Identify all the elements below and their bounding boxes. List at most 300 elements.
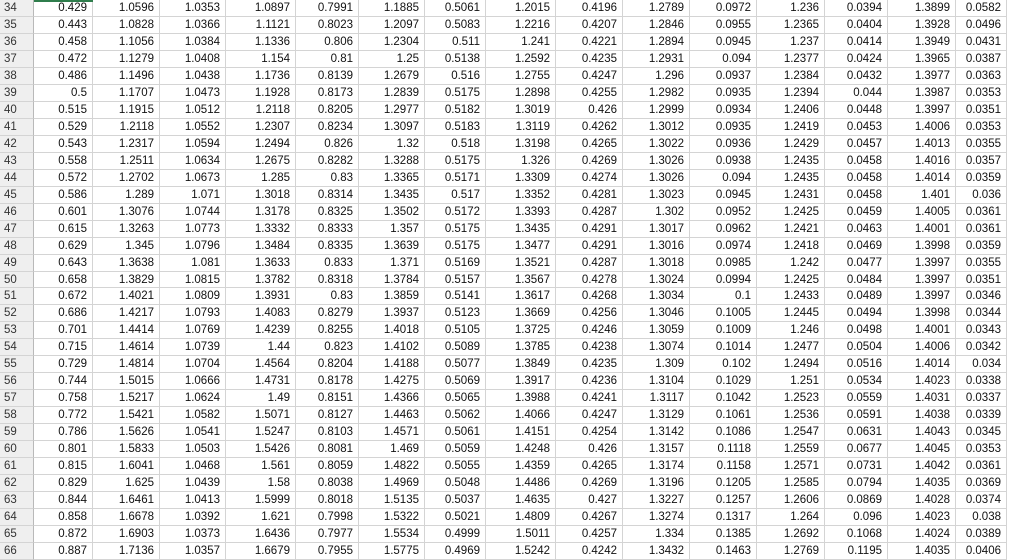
- table-cell[interactable]: 0.887: [34, 543, 93, 560]
- table-cell[interactable]: 1.6041: [93, 458, 160, 475]
- table-cell[interactable]: 0.0458: [825, 170, 888, 187]
- table-cell[interactable]: 1.3117: [623, 390, 690, 407]
- table-cell[interactable]: 0.826: [296, 136, 359, 153]
- table-cell[interactable]: 0.4281: [556, 187, 623, 204]
- table-cell[interactable]: 1.561: [226, 458, 296, 475]
- table-cell[interactable]: 0.7998: [296, 509, 359, 526]
- table-cell[interactable]: 0.518: [425, 136, 486, 153]
- table-cell[interactable]: 0.572: [34, 170, 93, 187]
- table-cell[interactable]: 1.4031: [888, 390, 956, 407]
- table-cell[interactable]: 0.4246: [556, 322, 623, 339]
- table-cell[interactable]: 1.4731: [226, 373, 296, 390]
- table-cell[interactable]: 1.6903: [93, 526, 160, 543]
- table-cell[interactable]: 0.0985: [690, 255, 757, 272]
- table-cell[interactable]: 1.4035: [888, 475, 956, 492]
- table-cell[interactable]: 1.246: [757, 322, 825, 339]
- table-cell[interactable]: 0.426: [556, 441, 623, 458]
- table-cell[interactable]: 0.5061: [425, 0, 486, 17]
- table-cell[interactable]: 1.2425: [757, 272, 825, 289]
- table-cell[interactable]: 0.8204: [296, 356, 359, 373]
- table-cell[interactable]: 0.1068: [825, 526, 888, 543]
- table-cell[interactable]: 1.4239: [226, 322, 296, 339]
- table-cell[interactable]: 1.58: [226, 475, 296, 492]
- table-cell[interactable]: 0.4236: [556, 373, 623, 390]
- table-cell[interactable]: 1.3059: [623, 322, 690, 339]
- table-cell[interactable]: 1.2755: [486, 68, 556, 85]
- table-cell[interactable]: 1.3076: [93, 204, 160, 221]
- table-cell[interactable]: 0.1158: [690, 458, 757, 475]
- table-cell[interactable]: 1.4275: [359, 373, 425, 390]
- table-cell[interactable]: 1.357: [359, 221, 425, 238]
- table-cell[interactable]: 0.558: [34, 153, 93, 170]
- table-cell[interactable]: 1.3502: [359, 204, 425, 221]
- table-cell[interactable]: 0.0582: [956, 0, 1007, 17]
- row-header[interactable]: 64: [0, 509, 34, 526]
- table-cell[interactable]: 1.5999: [226, 492, 296, 509]
- table-cell[interactable]: 0.806: [296, 34, 359, 51]
- table-cell[interactable]: 1.621: [226, 509, 296, 526]
- table-cell[interactable]: 1.1915: [93, 102, 160, 119]
- table-cell[interactable]: 0.0344: [956, 305, 1007, 322]
- table-cell[interactable]: 1.0503: [160, 441, 226, 458]
- table-cell[interactable]: 0.472: [34, 51, 93, 68]
- table-cell[interactable]: 0.0361: [956, 221, 1007, 238]
- table-cell[interactable]: 0.0357: [956, 153, 1007, 170]
- table-cell[interactable]: 0.0337: [956, 390, 1007, 407]
- table-cell[interactable]: 0.0363: [956, 68, 1007, 85]
- table-cell[interactable]: 1.5247: [226, 424, 296, 441]
- table-cell[interactable]: 1.326: [486, 153, 556, 170]
- table-cell[interactable]: 0.0469: [825, 238, 888, 255]
- table-cell[interactable]: 0.038: [956, 509, 1007, 526]
- row-header[interactable]: 44: [0, 170, 34, 187]
- table-cell[interactable]: 1.3046: [623, 305, 690, 322]
- table-cell[interactable]: 1.2433: [757, 288, 825, 305]
- table-cell[interactable]: 1.4005: [888, 204, 956, 221]
- table-cell[interactable]: 1.3022: [623, 136, 690, 153]
- table-cell[interactable]: 1.3104: [623, 373, 690, 390]
- table-cell[interactable]: 0.0945: [690, 34, 757, 51]
- table-cell[interactable]: 0.5061: [425, 424, 486, 441]
- row-header[interactable]: 66: [0, 543, 34, 560]
- table-cell[interactable]: 0.1118: [690, 441, 757, 458]
- table-cell[interactable]: 1.4001: [888, 322, 956, 339]
- table-cell[interactable]: 1.0594: [160, 136, 226, 153]
- table-cell[interactable]: 1.2419: [757, 119, 825, 136]
- table-cell[interactable]: 0.4235: [556, 356, 623, 373]
- table-cell[interactable]: 1.2425: [757, 204, 825, 221]
- table-cell[interactable]: 1.2547: [757, 424, 825, 441]
- table-cell[interactable]: 0.5105: [425, 322, 486, 339]
- table-cell[interactable]: 0.4247: [556, 407, 623, 424]
- table-cell[interactable]: 1.0744: [160, 204, 226, 221]
- table-cell[interactable]: 0.0559: [825, 390, 888, 407]
- table-cell[interactable]: 1.49: [226, 390, 296, 407]
- table-cell[interactable]: 1.4571: [359, 424, 425, 441]
- table-cell[interactable]: 1.3617: [486, 288, 556, 305]
- table-cell[interactable]: 0.543: [34, 136, 93, 153]
- table-cell[interactable]: 0.426: [556, 102, 623, 119]
- table-cell[interactable]: 1.2999: [623, 102, 690, 119]
- table-cell[interactable]: 1.309: [623, 356, 690, 373]
- table-cell[interactable]: 0.0431: [956, 34, 1007, 51]
- table-cell[interactable]: 0.511: [425, 34, 486, 51]
- table-cell[interactable]: 1.3352: [486, 187, 556, 204]
- table-cell[interactable]: 0.0936: [690, 136, 757, 153]
- table-cell[interactable]: 0.4291: [556, 221, 623, 238]
- table-cell[interactable]: 1.2982: [623, 85, 690, 102]
- table-cell[interactable]: 1.3119: [486, 119, 556, 136]
- table-cell[interactable]: 1.3129: [623, 407, 690, 424]
- table-cell[interactable]: 1.4006: [888, 119, 956, 136]
- table-cell[interactable]: 1.3017: [623, 221, 690, 238]
- table-cell[interactable]: 1.3987: [888, 85, 956, 102]
- table-cell[interactable]: 1.3998: [888, 238, 956, 255]
- table-cell[interactable]: 1.6436: [226, 526, 296, 543]
- table-cell[interactable]: 0.094: [690, 170, 757, 187]
- table-cell[interactable]: 0.701: [34, 322, 93, 339]
- table-cell[interactable]: 0.0952: [690, 204, 757, 221]
- table-cell[interactable]: 1.3432: [623, 543, 690, 560]
- table-cell[interactable]: 0.5175: [425, 85, 486, 102]
- table-cell[interactable]: 0.0935: [690, 119, 757, 136]
- table-cell[interactable]: 0.672: [34, 288, 93, 305]
- table-cell[interactable]: 0.0677: [825, 441, 888, 458]
- table-cell[interactable]: 0.83: [296, 288, 359, 305]
- table-cell[interactable]: 0.0731: [825, 458, 888, 475]
- table-cell[interactable]: 0.8178: [296, 373, 359, 390]
- table-cell[interactable]: 0.517: [425, 187, 486, 204]
- table-cell[interactable]: 0.1029: [690, 373, 757, 390]
- table-cell[interactable]: 1.2523: [757, 390, 825, 407]
- table-cell[interactable]: 0.744: [34, 373, 93, 390]
- table-cell[interactable]: 0.7955: [296, 543, 359, 560]
- table-cell[interactable]: 0.0338: [956, 373, 1007, 390]
- row-header[interactable]: 59: [0, 424, 34, 441]
- table-cell[interactable]: 0.7991: [296, 0, 359, 17]
- table-cell[interactable]: 0.0346: [956, 288, 1007, 305]
- table-cell[interactable]: 0.0374: [956, 492, 1007, 509]
- table-cell[interactable]: 1.0673: [160, 170, 226, 187]
- table-cell[interactable]: 0.1257: [690, 492, 757, 509]
- table-cell[interactable]: 1.3393: [486, 204, 556, 221]
- row-header[interactable]: 62: [0, 475, 34, 492]
- table-cell[interactable]: 0.8151: [296, 390, 359, 407]
- table-cell[interactable]: 1.4014: [888, 356, 956, 373]
- table-cell[interactable]: 1.2894: [623, 34, 690, 51]
- table-cell[interactable]: 1.4028: [888, 492, 956, 509]
- table-cell[interactable]: 0.0355: [956, 136, 1007, 153]
- table-cell[interactable]: 0.5089: [425, 339, 486, 356]
- table-cell[interactable]: 0.0974: [690, 238, 757, 255]
- table-cell[interactable]: 1.3859: [359, 288, 425, 305]
- table-cell[interactable]: 1.0582: [160, 407, 226, 424]
- table-cell[interactable]: 1.0468: [160, 458, 226, 475]
- table-cell[interactable]: 1.3012: [623, 119, 690, 136]
- table-cell[interactable]: 0.0516: [825, 356, 888, 373]
- table-cell[interactable]: 1.0473: [160, 85, 226, 102]
- table-cell[interactable]: 1.285: [226, 170, 296, 187]
- table-cell[interactable]: 0.0361: [956, 458, 1007, 475]
- table-cell[interactable]: 0.0351: [956, 272, 1007, 289]
- table-cell[interactable]: 0.5157: [425, 272, 486, 289]
- table-cell[interactable]: 0.4262: [556, 119, 623, 136]
- table-cell[interactable]: 1.0815: [160, 272, 226, 289]
- table-cell[interactable]: 1.3725: [486, 322, 556, 339]
- row-header[interactable]: 46: [0, 204, 34, 221]
- table-cell[interactable]: 0.0414: [825, 34, 888, 51]
- table-cell[interactable]: 0.0339: [956, 407, 1007, 424]
- table-cell[interactable]: 1.0439: [160, 475, 226, 492]
- table-cell[interactable]: 1.3997: [888, 102, 956, 119]
- table-cell[interactable]: 0.0955: [690, 17, 757, 34]
- table-cell[interactable]: 0.8234: [296, 119, 359, 136]
- table-cell[interactable]: 1.0624: [160, 390, 226, 407]
- table-cell[interactable]: 1.3018: [226, 187, 296, 204]
- table-cell[interactable]: 1.5071: [226, 407, 296, 424]
- table-cell[interactable]: 1.5426: [226, 441, 296, 458]
- table-cell[interactable]: 1.4035: [888, 543, 956, 560]
- table-cell[interactable]: 0.5077: [425, 356, 486, 373]
- table-cell[interactable]: 0.729: [34, 356, 93, 373]
- table-cell[interactable]: 0.036: [956, 187, 1007, 204]
- table-cell[interactable]: 0.1014: [690, 339, 757, 356]
- table-cell[interactable]: 0.0453: [825, 119, 888, 136]
- table-cell[interactable]: 0.872: [34, 526, 93, 543]
- table-cell[interactable]: 0.4207: [556, 17, 623, 34]
- table-cell[interactable]: 1.5322: [359, 509, 425, 526]
- table-cell[interactable]: 1.3034: [623, 288, 690, 305]
- table-cell[interactable]: 0.0794: [825, 475, 888, 492]
- table-cell[interactable]: 1.3997: [888, 255, 956, 272]
- table-cell[interactable]: 0.0945: [690, 187, 757, 204]
- table-cell[interactable]: 1.241: [486, 34, 556, 51]
- table-cell[interactable]: 0.5172: [425, 204, 486, 221]
- row-header[interactable]: 47: [0, 221, 34, 238]
- table-cell[interactable]: 1.242: [757, 255, 825, 272]
- table-cell[interactable]: 0.8279: [296, 305, 359, 322]
- table-cell[interactable]: 0.4265: [556, 136, 623, 153]
- table-cell[interactable]: 1.1707: [93, 85, 160, 102]
- table-cell[interactable]: 0.81: [296, 51, 359, 68]
- table-cell[interactable]: 1.251: [757, 373, 825, 390]
- table-cell[interactable]: 1.4013: [888, 136, 956, 153]
- table-cell[interactable]: 1.0769: [160, 322, 226, 339]
- table-cell[interactable]: 1.0773: [160, 221, 226, 238]
- table-cell[interactable]: 0.5062: [425, 407, 486, 424]
- table-cell[interactable]: 1.3484: [226, 238, 296, 255]
- table-cell[interactable]: 1.0704: [160, 356, 226, 373]
- table-cell[interactable]: 1.0353: [160, 0, 226, 17]
- table-cell[interactable]: 1.2675: [226, 153, 296, 170]
- table-cell[interactable]: 0.0369: [956, 475, 1007, 492]
- row-header[interactable]: 49: [0, 255, 34, 272]
- table-cell[interactable]: 0.83: [296, 170, 359, 187]
- table-cell[interactable]: 1.3174: [623, 458, 690, 475]
- table-cell[interactable]: 0.0355: [956, 255, 1007, 272]
- row-header[interactable]: 51: [0, 288, 34, 305]
- table-cell[interactable]: 0.0457: [825, 136, 888, 153]
- row-header[interactable]: 43: [0, 153, 34, 170]
- table-cell[interactable]: 1.302: [623, 204, 690, 221]
- table-cell[interactable]: 1.0541: [160, 424, 226, 441]
- table-cell[interactable]: 1.469: [359, 441, 425, 458]
- row-header[interactable]: 65: [0, 526, 34, 543]
- table-cell[interactable]: 1.2406: [757, 102, 825, 119]
- table-cell[interactable]: 0.044: [825, 85, 888, 102]
- table-cell[interactable]: 1.4188: [359, 356, 425, 373]
- table-cell[interactable]: 0.615: [34, 221, 93, 238]
- table-cell[interactable]: 0.1385: [690, 526, 757, 543]
- row-header[interactable]: 57: [0, 390, 34, 407]
- table-cell[interactable]: 1.2477: [757, 339, 825, 356]
- table-cell[interactable]: 0.0591: [825, 407, 888, 424]
- table-cell[interactable]: 0.4238: [556, 339, 623, 356]
- table-cell[interactable]: 0.1205: [690, 475, 757, 492]
- table-cell[interactable]: 1.2307: [226, 119, 296, 136]
- table-cell[interactable]: 1.4016: [888, 153, 956, 170]
- table-cell[interactable]: 1.3997: [888, 272, 956, 289]
- table-cell[interactable]: 0.429: [34, 0, 93, 17]
- table-cell[interactable]: 1.1736: [226, 68, 296, 85]
- table-cell[interactable]: 1.3633: [226, 255, 296, 272]
- table-cell[interactable]: 0.4196: [556, 0, 623, 17]
- table-cell[interactable]: 0.4221: [556, 34, 623, 51]
- table-cell[interactable]: 1.296: [623, 68, 690, 85]
- table-cell[interactable]: 1.3928: [888, 17, 956, 34]
- table-cell[interactable]: 1.5833: [93, 441, 160, 458]
- table-cell[interactable]: 0.0631: [825, 424, 888, 441]
- table-cell[interactable]: 0.0935: [690, 85, 757, 102]
- table-cell[interactable]: 0.0361: [956, 204, 1007, 221]
- table-cell[interactable]: 0.8333: [296, 221, 359, 238]
- table-cell[interactable]: 0.4254: [556, 424, 623, 441]
- table-cell[interactable]: 0.4247: [556, 68, 623, 85]
- table-cell[interactable]: 0.8173: [296, 85, 359, 102]
- table-cell[interactable]: 0.4265: [556, 458, 623, 475]
- table-cell[interactable]: 0.4269: [556, 475, 623, 492]
- table-cell[interactable]: 1.2606: [757, 492, 825, 509]
- table-cell[interactable]: 0.0342: [956, 339, 1007, 356]
- table-cell[interactable]: 1.0596: [93, 0, 160, 17]
- table-cell[interactable]: 1.0384: [160, 34, 226, 51]
- table-cell[interactable]: 0.486: [34, 68, 93, 85]
- table-cell[interactable]: 0.4257: [556, 526, 623, 543]
- table-cell[interactable]: 0.1: [690, 288, 757, 305]
- table-cell[interactable]: 1.3998: [888, 305, 956, 322]
- table-cell[interactable]: 1.25: [359, 51, 425, 68]
- table-cell[interactable]: 1.2418: [757, 238, 825, 255]
- table-cell[interactable]: 0.1061: [690, 407, 757, 424]
- table-cell[interactable]: 1.5015: [93, 373, 160, 390]
- table-cell[interactable]: 0.0351: [956, 102, 1007, 119]
- table-cell[interactable]: 1.3977: [888, 68, 956, 85]
- table-cell[interactable]: 0.4969: [425, 543, 486, 560]
- table-cell[interactable]: 1.2494: [757, 356, 825, 373]
- table-cell[interactable]: 1.2789: [623, 0, 690, 17]
- table-cell[interactable]: 0.801: [34, 441, 93, 458]
- table-cell[interactable]: 1.3435: [359, 187, 425, 204]
- row-header[interactable]: 36: [0, 34, 34, 51]
- table-cell[interactable]: 0.0458: [825, 187, 888, 204]
- table-cell[interactable]: 0.1317: [690, 509, 757, 526]
- table-cell[interactable]: 0.0387: [956, 51, 1007, 68]
- table-cell[interactable]: 0.4241: [556, 390, 623, 407]
- table-cell[interactable]: 1.3639: [359, 238, 425, 255]
- table-cell[interactable]: 1.3365: [359, 170, 425, 187]
- table-cell[interactable]: 0.815: [34, 458, 93, 475]
- table-cell[interactable]: 0.0962: [690, 221, 757, 238]
- table-cell[interactable]: 1.1056: [93, 34, 160, 51]
- table-cell[interactable]: 0.5059: [425, 441, 486, 458]
- table-cell[interactable]: 0.833: [296, 255, 359, 272]
- table-cell[interactable]: 0.8335: [296, 238, 359, 255]
- table-cell[interactable]: 1.0897: [226, 0, 296, 17]
- row-header[interactable]: 58: [0, 407, 34, 424]
- table-cell[interactable]: 1.3997: [888, 288, 956, 305]
- table-cell[interactable]: 1.4463: [359, 407, 425, 424]
- table-cell[interactable]: 0.0345: [956, 424, 1007, 441]
- table-cell[interactable]: 1.3263: [93, 221, 160, 238]
- table-cell[interactable]: 0.0406: [956, 543, 1007, 560]
- table-cell[interactable]: 0.4269: [556, 153, 623, 170]
- row-header[interactable]: 55: [0, 356, 34, 373]
- table-cell[interactable]: 1.4635: [486, 492, 556, 509]
- table-cell[interactable]: 1.3024: [623, 272, 690, 289]
- table-cell[interactable]: 0.096: [825, 509, 888, 526]
- table-cell[interactable]: 0.0343: [956, 322, 1007, 339]
- table-cell[interactable]: 0.0938: [690, 153, 757, 170]
- table-cell[interactable]: 0.0494: [825, 305, 888, 322]
- table-cell[interactable]: 0.034: [956, 356, 1007, 373]
- row-header[interactable]: 37: [0, 51, 34, 68]
- table-cell[interactable]: 1.2898: [486, 85, 556, 102]
- table-cell[interactable]: 1.3142: [623, 424, 690, 441]
- table-cell[interactable]: 1.0413: [160, 492, 226, 509]
- table-cell[interactable]: 1.3026: [623, 153, 690, 170]
- table-cell[interactable]: 0.0389: [956, 526, 1007, 543]
- table-cell[interactable]: 0.8314: [296, 187, 359, 204]
- table-cell[interactable]: 1.3937: [359, 305, 425, 322]
- table-cell[interactable]: 1.4814: [93, 356, 160, 373]
- table-cell[interactable]: 1.3988: [486, 390, 556, 407]
- table-cell[interactable]: 0.5021: [425, 509, 486, 526]
- table-cell[interactable]: 1.4042: [888, 458, 956, 475]
- table-cell[interactable]: 1.0438: [160, 68, 226, 85]
- table-cell[interactable]: 1.3435: [486, 221, 556, 238]
- table-cell[interactable]: 1.2431: [757, 187, 825, 204]
- table-cell[interactable]: 1.2511: [93, 153, 160, 170]
- table-cell[interactable]: 1.4414: [93, 322, 160, 339]
- table-cell[interactable]: 1.3965: [888, 51, 956, 68]
- table-cell[interactable]: 0.0994: [690, 272, 757, 289]
- table-cell[interactable]: 1.2559: [757, 441, 825, 458]
- table-cell[interactable]: 0.0458: [825, 153, 888, 170]
- table-cell[interactable]: 0.1005: [690, 305, 757, 322]
- table-cell[interactable]: 1.3288: [359, 153, 425, 170]
- table-cell[interactable]: 1.4021: [93, 288, 160, 305]
- table-cell[interactable]: 0.4268: [556, 288, 623, 305]
- table-cell[interactable]: 1.0366: [160, 17, 226, 34]
- table-cell[interactable]: 1.4018: [359, 322, 425, 339]
- table-cell[interactable]: 1.5135: [359, 492, 425, 509]
- table-cell[interactable]: 1.3638: [93, 255, 160, 272]
- table-cell[interactable]: 1.3274: [623, 509, 690, 526]
- table-cell[interactable]: 0.4291: [556, 238, 623, 255]
- table-cell[interactable]: 1.2494: [226, 136, 296, 153]
- table-cell[interactable]: 0.8282: [296, 153, 359, 170]
- table-cell[interactable]: 1.3198: [486, 136, 556, 153]
